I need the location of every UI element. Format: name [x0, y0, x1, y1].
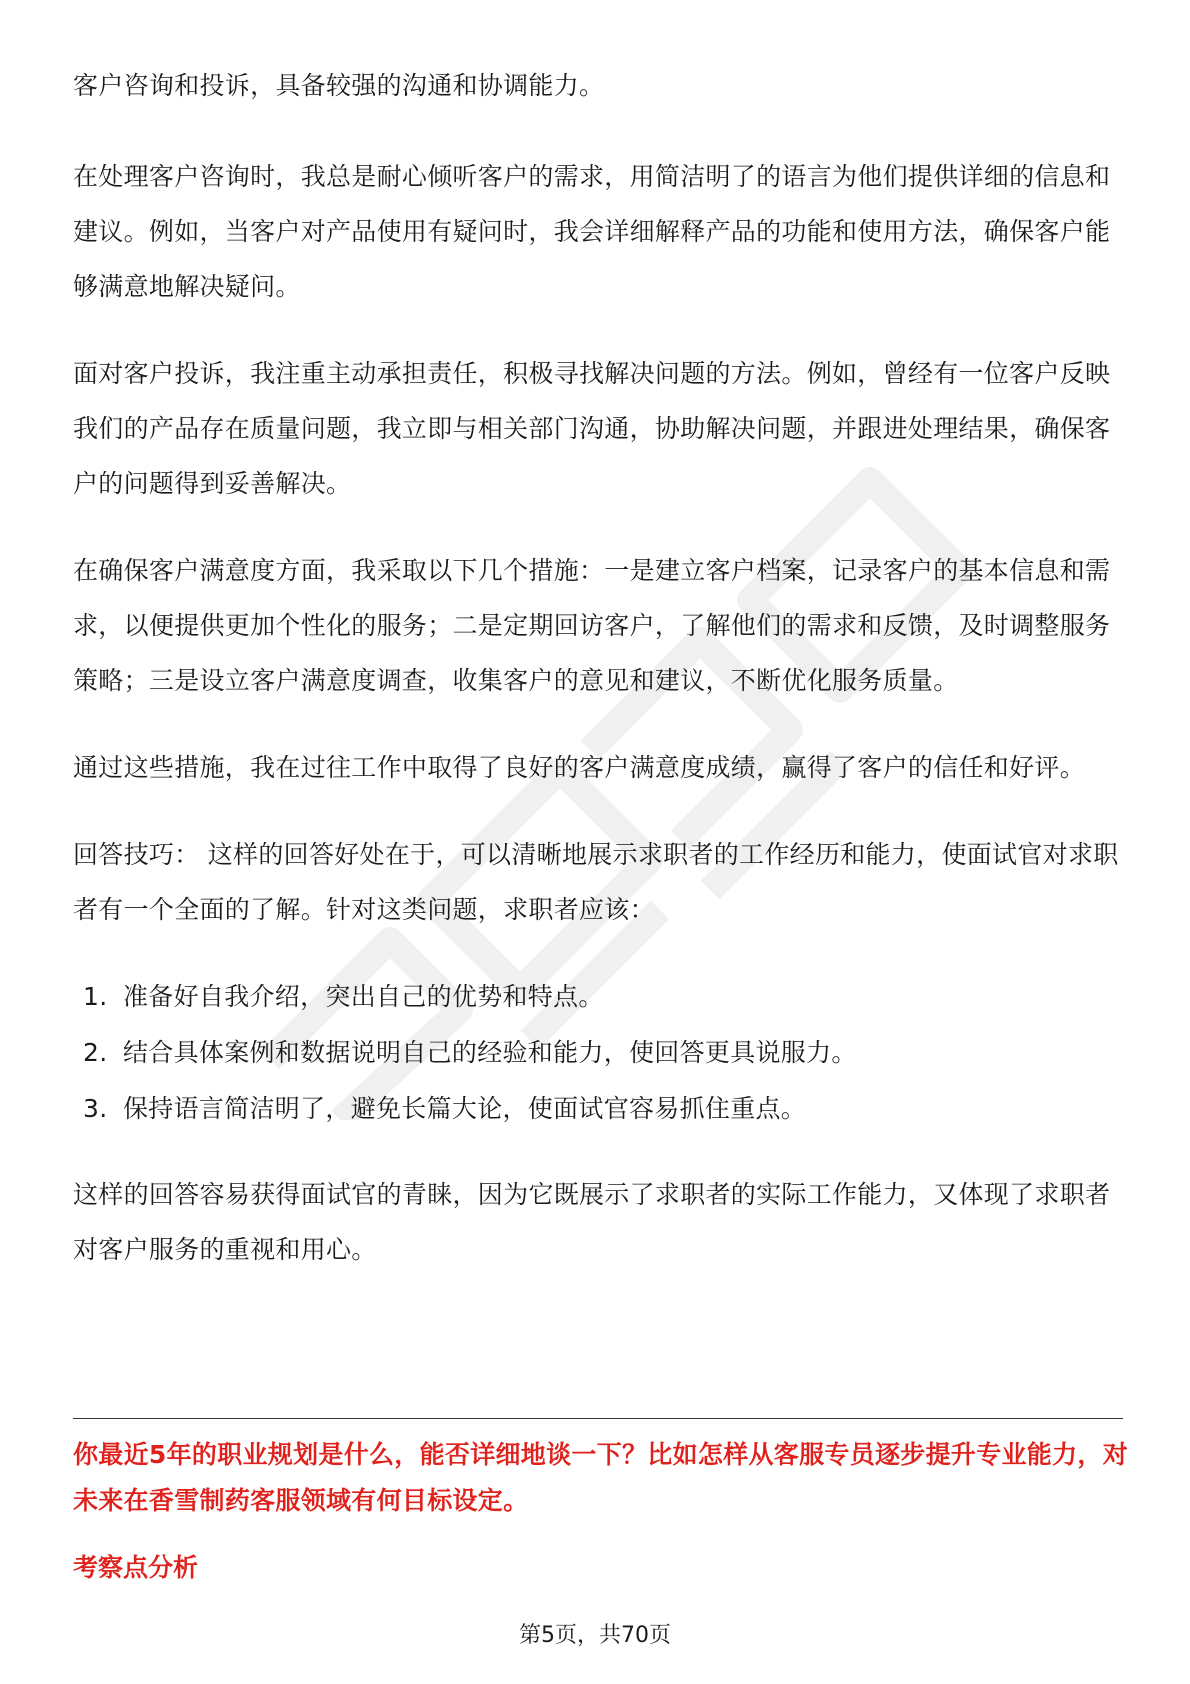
- tips-list: [73, 969, 1123, 1137]
- list-item: [73, 1025, 1123, 1081]
- paragraph-4: 在确保客户满意度方面，我采取以下几个措施：一是建立客户档案，记录客户的基本信息和需求，以便提供更加个性化的服务；二是定期回访客户，了解他们的需求和反馈，及时调整服务策略；三是设立客户满意度调查，收集客户的意见和建议，不断优化服务质量。: [73, 556, 1111, 695]
- paragraph-2: 在处理客户咨询时，我总是耐心倾听客户的需求，用简洁明了的语言为他们提供详细的信息和建议。例如，当客户对产品使用有疑问时，我会详细解释产品的功能和使用方法，确保客户能够满意地解决疑问。: [73, 162, 1111, 301]
- interview-question: 你最近5年的职业规划是什么，能否详细地谈一下？比如怎样从客服专员逐步提升专业能力，对未来在香雪制药客服领域有何目标设定。: [73, 1440, 1128, 1515]
- paragraph-answer-tips: 回答技巧： 这样的回答好处在于，可以清晰地展示求职者的工作经历和能力，使面试官对求职者有一个全面的了解。针对这类问题，求职者应该：: [73, 840, 1119, 924]
- list-item-text: 保持语言简洁明了，避免长篇大论，使面试官容易抓住重点。: [123, 1094, 807, 1123]
- paragraph-1: 客户咨询和投诉，具备较强的沟通和协调能力。: [73, 71, 605, 100]
- list-item: [73, 1081, 1123, 1137]
- list-item-number: 1.: [83, 982, 108, 1011]
- section-title: 考察点分析: [73, 1553, 199, 1582]
- list-item-number: 2.: [83, 1038, 108, 1067]
- list-item: [73, 969, 1123, 1025]
- section-divider: [73, 1418, 1123, 1419]
- paragraph-5: 通过这些措施，我在过往工作中取得了良好的客户满意度成绩，赢得了客户的信任和好评。: [73, 753, 1086, 782]
- list-item-number: 3.: [83, 1094, 108, 1123]
- paragraph-3: 面对客户投诉，我注重主动承担责任，积极寻找解决问题的方法。例如，曾经有一位客户反映我们的产品存在质量问题，我立即与相关部门沟通，协助解决问题，并跟进处理结果，确保客户的问题得到妥善解决。: [73, 359, 1111, 498]
- document-body: [73, 58, 1123, 1309]
- list-item-text: 结合具体案例和数据说明自己的经验和能力，使回答更具说服力。: [123, 1038, 857, 1067]
- page-footer: 第5页，共70页: [519, 1623, 671, 1648]
- closing-paragraph: 这样的回答容易获得面试官的青睐，因为它既展示了求职者的实际工作能力，又体现了求职者对客户服务的重视和用心。: [73, 1180, 1111, 1264]
- list-item-text: 准备好自我介绍，突出自己的优势和特点。: [123, 982, 604, 1011]
